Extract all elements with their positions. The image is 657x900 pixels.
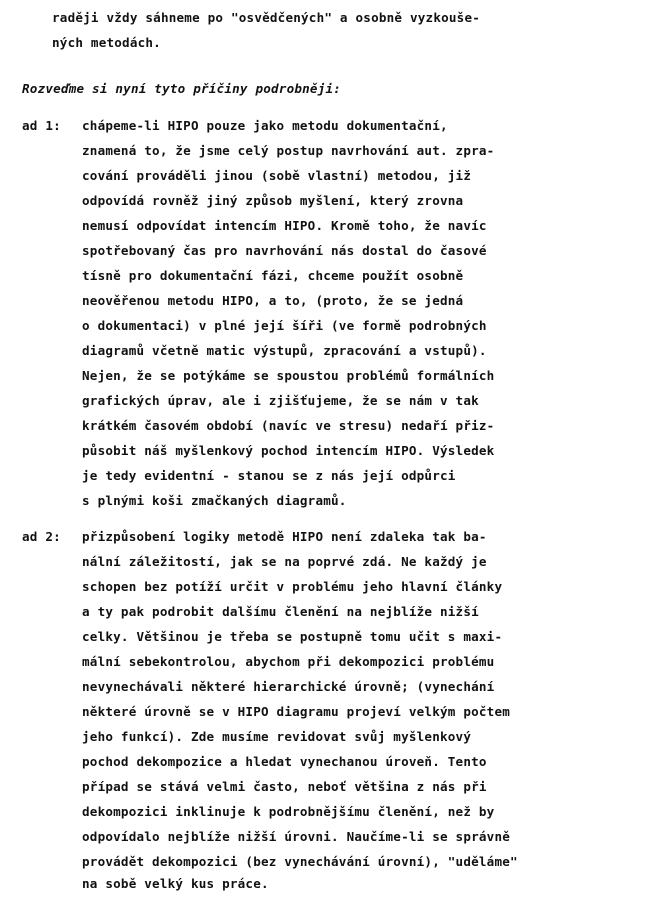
item1-line: neověřenou metodu HIPO, a to, (proto, že se jedná	[82, 293, 464, 308]
item1-line: s plnými koši zmačkaných diagramů.	[82, 493, 347, 508]
item1-line: chápeme-li HIPO pouze jako metodu dokumentační,	[82, 118, 448, 133]
item1-line: nemusí odpovídat intencím HIPO. Kromě toho, že navíc	[82, 218, 487, 233]
item1-line: je tedy evidentní - stanou se z nás její odpůrci	[82, 468, 456, 483]
item1-line: diagramů včetně matic výstupů, zpracování a vstupů).	[82, 343, 487, 358]
item1-line: o dokumentaci) v plné její šíři (ve formě podrobných	[82, 318, 487, 333]
item-label-ad1: ad 1:	[22, 118, 61, 133]
item1-line: spotřebovaný čas pro navrhování nás dostal do časové	[82, 243, 487, 258]
item2-line: jeho funkcí). Zde musíme revidovat svůj myšlenkový	[82, 729, 472, 744]
item2-line: a ty pak podrobit dalšímu členění na nejblíže nižší	[82, 604, 479, 619]
item2-line: pochod dekompozice a hledat vynechanou úroveň. Tento	[82, 754, 487, 769]
item1-line: odpovídá rovněž jiný způsob myšlení, který zrovna	[82, 193, 464, 208]
item1-line: grafických úprav, ale i zjišťujeme, že se nám v tak	[82, 393, 479, 408]
item2-line: některé úrovně se v HIPO diagramu projeví velkým počtem	[82, 704, 511, 719]
item1-line: cování prováděli jinou (sobě vlastní) metodou, již	[82, 168, 472, 183]
item2-line: mální sebekontrolou, abychom při dekompozici problému	[82, 654, 495, 669]
intro-line: raději vždy sáhneme po "osvědčených" a osobně vyzkouše-	[52, 10, 481, 25]
item1-line: znamená to, že jsme celý postup navrhování aut. zpra-	[82, 143, 495, 158]
item2-line: nevynechávali některé hierarchické úrovně; (vynechání	[82, 679, 495, 694]
item2-line: případ se stává velmi často, neboť většina z nás při	[82, 779, 487, 794]
item1-line: tísně pro dokumentační fázi, chceme použít osobně	[82, 268, 464, 283]
item1-line: Nejen, že se potýkáme se spoustou problémů formálních	[82, 368, 495, 383]
item2-line: dekompozici inklinuje k podrobnějšímu členění, než by	[82, 804, 495, 819]
item2-line: provádět dekompozici (bez vynechávání úrovní), "uděláme"	[82, 854, 518, 869]
item2-line: odpovídalo nejblíže nižší úrovni. Naučíme-li se správně	[82, 829, 511, 844]
item2-line: nální záležitostí, jak se na poprvé zdá. Ne každý je	[82, 554, 487, 569]
section-lead-in: Rozveďme si nyní tyto příčiny podrobněji:	[22, 81, 342, 96]
item1-line: krátkém časovém období (navíc ve stresu) nedaří přiz-	[82, 418, 495, 433]
intro-line: ných metodách.	[52, 35, 161, 50]
item2-line: přizpůsobení logiky metodě HIPO není zdaleka tak ba-	[82, 529, 487, 544]
item1-line: působit náš myšlenkový pochod intencím HIPO. Výsledek	[82, 443, 495, 458]
item2-line: celky. Většinou je třeba se postupně tomu učit s maxi-	[82, 629, 503, 644]
item2-line: schopen bez potíží určit v problému jeho hlavní články	[82, 579, 503, 594]
item2-line: na sobě velký kus práce.	[82, 876, 269, 891]
item-label-ad2: ad 2:	[22, 529, 61, 544]
